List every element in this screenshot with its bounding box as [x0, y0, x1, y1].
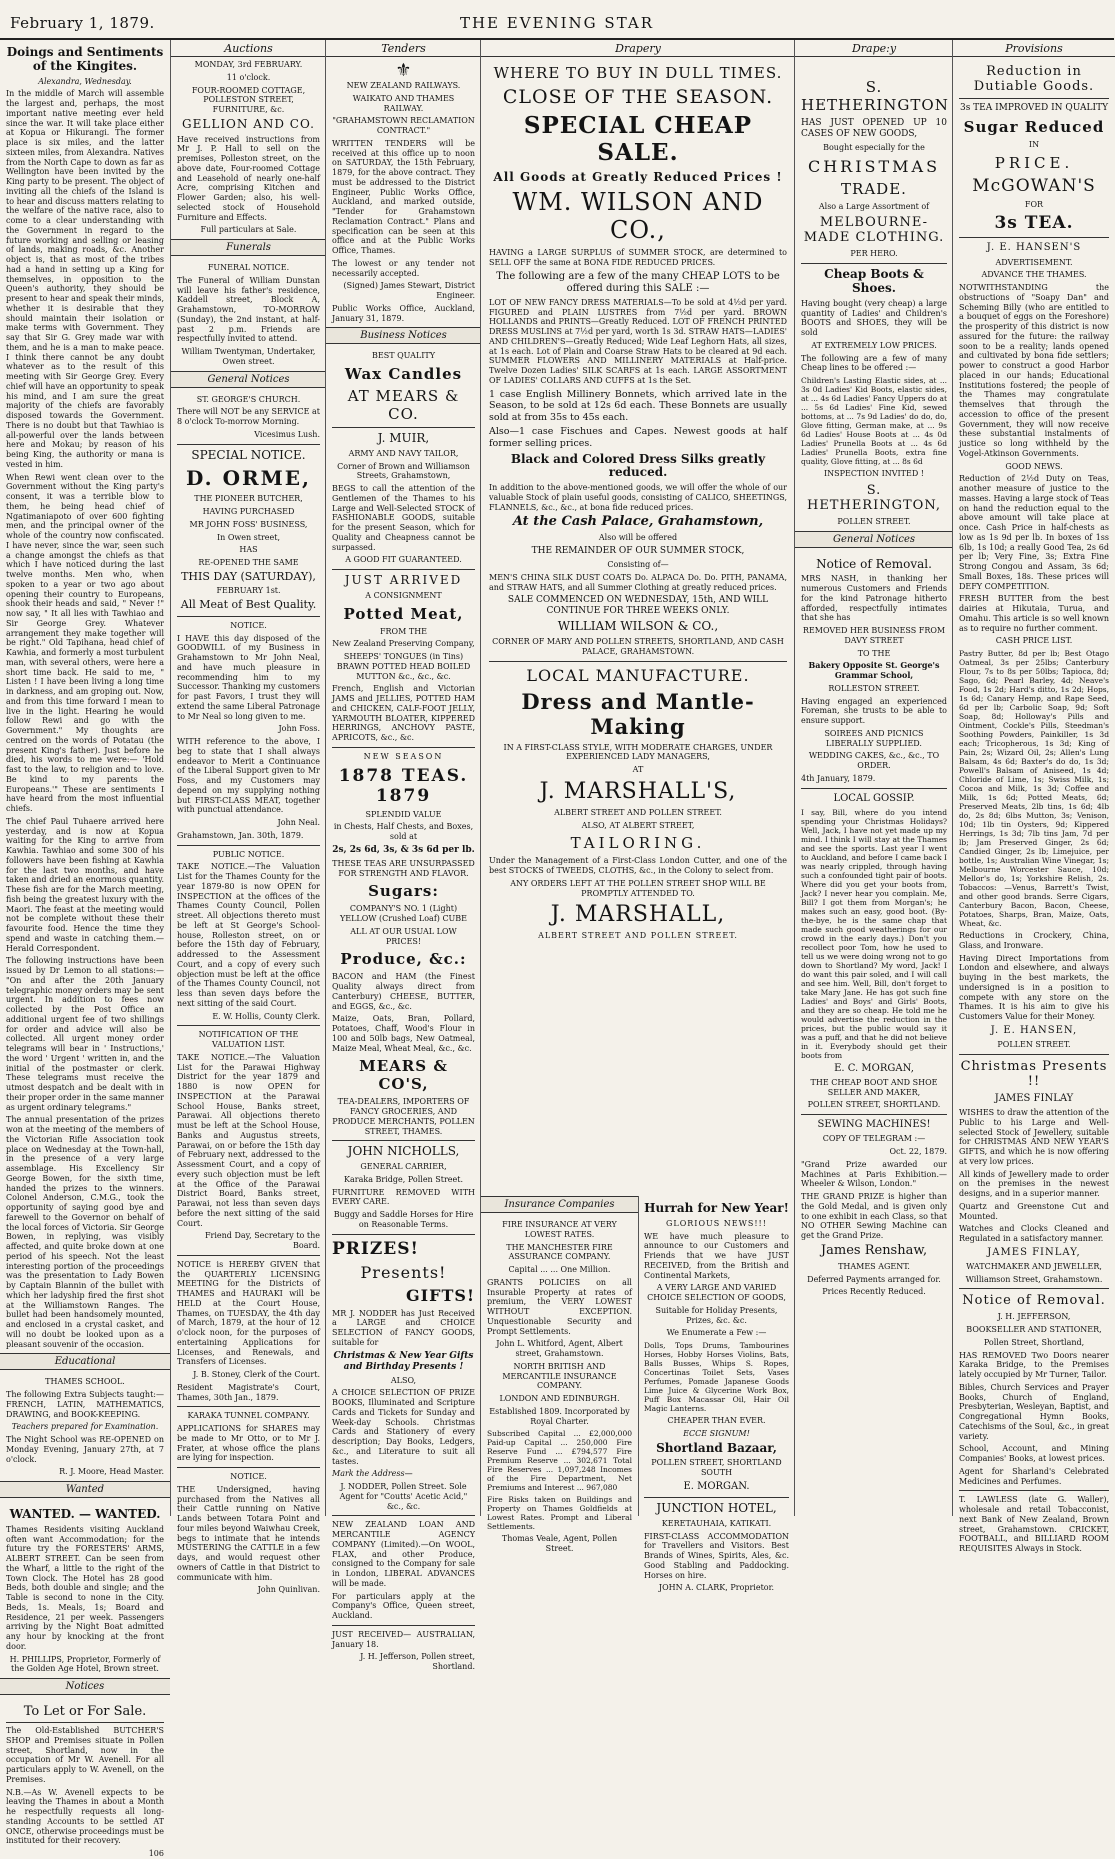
nash-rolleston: ROLLESTON STREET.: [828, 683, 920, 693]
produce-title: Produce, &c.:: [340, 950, 467, 969]
section-educational: Educational: [0, 1353, 170, 1370]
orme-having: HAVING PURCHASED: [202, 507, 295, 517]
nbm-title: NORTH BRITISH AND MERCANTILE INSURANCE COMPANY.: [502, 1361, 617, 1391]
finlay2-name: JAMES FINLAY,: [987, 1246, 1081, 1258]
nash-removal: Notice of Removal.: [816, 556, 932, 571]
for-word: FOR: [1024, 199, 1044, 209]
close-of-season: CLOSE OF THE SEASON.: [502, 86, 774, 108]
nash-to-the: TO THE: [857, 648, 891, 658]
school-body: The following Extra Subjects taught:— FRENCH, LATIN, MATHEMATICS, DRAWING, and BOOK-KEEPING.: [6, 1390, 164, 1419]
hurrah-body: WE have much pleasure to announce to our Customers and Friends that we have JUST RECEIVED, from the British and Continental Markets,: [644, 1231, 789, 1280]
fire-insurance: FIRE INSURANCE AT VERY LOWEST RATES.: [502, 1220, 617, 1239]
wilson-body: HAVING a LARGE SURPLUS of SUMMER STOCK, are determined to SELL OFF the same at BONA FIDE REDUCED PRICES.: [489, 248, 787, 267]
in-word: IN: [1028, 139, 1040, 149]
teas-chests: in Chests, Half Chests, and Boxes, sold at: [333, 822, 474, 842]
tender-sign: (Signed) James Stewart, District Engineer.: [343, 281, 475, 300]
teas-title: 1878 TEAS. 1879: [338, 765, 469, 806]
candles-at: AT MEARS & CO.: [347, 387, 460, 423]
morgan-addr: POLLEN STREET, SHORTLAND.: [807, 1100, 941, 1110]
section-provisions: Provisions: [953, 40, 1115, 57]
notice-foss-title: NOTICE.: [230, 620, 267, 630]
morgan-sub: THE CHEAP BOOT AND SHOE SELLER AND MAKER,: [810, 1077, 938, 1097]
section-business: Business Notices: [326, 327, 481, 344]
imports: Having Direct Importations from London and elsewhere, and always buying in the best markets, the undersigned is in a position to compete with any store on the Thames. It is his aim to give his Customers Value for their Money.: [959, 953, 1109, 1022]
notice-neal-sign: John Neal.: [277, 818, 320, 828]
wanted-heading: WANTED. — WANTED.: [9, 1507, 161, 1522]
section-drapery-2: Drape:y: [795, 40, 953, 57]
nash-date: 4th January, 1879.: [801, 773, 876, 783]
local-manufacture: LOCAL MANUFACTURE.: [526, 665, 750, 685]
clark-sign: JOHN A. CLARK, Proprietor.: [658, 1583, 775, 1593]
grants: GRANTS POLICIES on all Insurable Property at rates of premium, the VERY LOWEST WITHOUT EXCEPTION. Unquestionable Security and Prompt Settlements.: [487, 1277, 632, 1336]
orme-meat: All Meat of Best Quality.: [180, 598, 317, 612]
notice-foss-sign: John Foss.: [278, 724, 320, 734]
licensing-sign: J. B. Stoney, Clerk of the Court.: [193, 1370, 320, 1380]
watches: Watches and Clocks Cleaned and Regulated in a satisfactory manner.: [959, 1224, 1109, 1244]
church-body: There will NOT be any SERVICE at 8 o'clock To-morrow Morning.: [177, 407, 320, 427]
notice-neal-date: Grahamstown, Jan. 30th, 1879.: [177, 830, 304, 840]
tender-body: WRITTEN TENDERS will be received at this office up to noon on SATURDAY, the 15th February, 1879, for the above contract. They must be addressed to the District Engineer, Public Works Office, Auckland, and marked outside, "Tender for Grahamstown Reclamation Contract." Plans and specification can be seen at this office and at the Public Works Office, Thames.: [332, 138, 475, 255]
section-drapery: Drapery: [481, 40, 795, 57]
muir-fit: A GOOD FIT GUARANTEED.: [345, 555, 462, 565]
hansen-addr: POLLEN STREET.: [997, 1040, 1071, 1050]
issue-date: February 1, 1879.: [10, 14, 155, 32]
morgan-sign: E. MORGAN.: [683, 1480, 750, 1492]
jefferson-sub: BOOKSELLER AND STATIONER,: [966, 1325, 1102, 1335]
wilson-name: WM. WILSON AND CO.,: [512, 188, 764, 244]
reduction-dutiable: Reduction in Dutiable Goods.: [973, 64, 1095, 94]
produce-more: Maize, Oats, Bran, Pollard, Potatoes, Chaff, Wood's Flour in 100 and 50lb bags, New Oatmeal, Maize Meal, Wheat Meal, &c., &c.: [332, 1014, 475, 1053]
nodder-body: MR J. NODDER has Just Received a LARGE and CHOICE SELECTION of FANCY GOODS, suitable for: [332, 1308, 475, 1347]
cheaper: CHEAPER THAN EVER.: [667, 1416, 766, 1426]
hansen-title: J. E. HANSEN'S: [986, 242, 1082, 254]
cash-palace: At the Cash Palace, Grahamstown,: [512, 514, 764, 530]
jefferson-body: HAS REMOVED Two Doors nearer Karaka Bridge, to the Premises lately occupied by Mr Turner, Tailor.: [959, 1350, 1109, 1380]
nicholls-addr: Karaka Bridge, Pollen Street.: [344, 1174, 463, 1184]
price-list: Pastry Butter, 8d per lb; Best Otago Oatmeal, 3s per 25lbs; Canterbury Flour, 7s to 8s per 50lbs; Tapioca, 8d; Sago, 6d; Pearl Barley, 4d; Neave's Food, 1s 2d; Hard's ditto, 1s 2d; Hops, 1s 6d; Canary Hemp, and Rape Seed, 6d per lb; Carbolic Soap, 9d; Soft Soap, 8d; Holloway's Pills and Ointment, Cockle's Pills, Steedman's Soothing Powders, Painkiller, 1s 3d each; Tricopherous, 1s 3d; King of Pain, 2s; Wizard Oil, 2s; Allen's Lung Balsam, 4s 6d; Baxter's do do, 1s 3d; Powell's Balsam of Aniseed, 1s 4d; Chloride of Lime, 1s; Swiss Milk, 1s; Cocoa and Milk, 1s 3d; Coffee and Milk, 1s 6d; Potted Meats, 6d; Preserved Meats, 2lb tins, 1s 6d; 4lb do, 2s 8d; 6lbs Mutton, 3s; Venison, 10d; 1lb tin Oysters, 9d; Kippered Herrings, 1s 3d; 7lb tins Jam, 7d per lb; Jam Preserved Ginger, 2s 6d; Candied Ginger, 2s lb; Limejuice, per bottle, 1s; Australian Wine Vinegar, 1s; Melbourne Worcester Sauce, 10d; Mellor's do, 1s; Yorkshire Relish, 2s. Tobaccos: —Venus, Barrett's Twist, and other good brands. Serre Cigars, Canterbury Bacon, Bacon, Cheese, Potatoes, Sharps, Bran, Maize, Oats, Wheat, &c.: [959, 649, 1109, 929]
orme-reopened: RE-OPENED THE SAME: [198, 558, 299, 568]
orme-has: HAS: [239, 545, 258, 555]
bazaar-addr: POLLEN STREET, SHORTLAND SOUTH: [651, 1458, 782, 1478]
licensing-date: Resident Magistrate's Court, Thames, 30th Jan., 1879.: [177, 1382, 320, 1402]
orme-sub: THE PIONEER BUTCHER,: [194, 494, 303, 504]
glorious-news: GLORIOUS NEWS!!!: [666, 1218, 767, 1228]
section-general-notices: General Notices: [171, 371, 326, 388]
trade: TRADE.: [841, 179, 907, 198]
christmas-presents: Christmas Presents !!: [960, 1058, 1108, 1089]
finlay-name: JAMES FINLAY: [994, 1092, 1074, 1104]
column-6: [952, 40, 1115, 1554]
school-night: The Night School was RE-OPENED on Monday Evening, January 27th, at 7 o'clock.: [6, 1435, 164, 1464]
auction-heading: FOUR-ROOMED COTTAGE, POLLESTON STREET, FURNITURE, &c.: [191, 85, 306, 114]
column-1: [0, 40, 170, 1859]
hetherington-pollen: POLLEN STREET.: [837, 516, 911, 526]
nodder-address: Mark the Address—: [332, 1469, 413, 1479]
muir-sub: ARMY AND NAVY TAILOR,: [348, 448, 459, 458]
nash-removed: REMOVED HER BUSINESS FROM DAVY STREET: [802, 626, 946, 645]
public-notice-title: PUBLIC NOTICE.: [212, 849, 285, 859]
telegram: COPY OF TELEGRAM :—: [822, 1134, 926, 1144]
quartz: Quartz and Greenstone Cut and Mounted.: [959, 1201, 1109, 1221]
jewellery: All kinds of Jewellery made to order on the premises in the newest designs, and in a superior manner.: [959, 1169, 1109, 1199]
lawless: T. LAWLESS (late G. Waller), wholesale and retail Tobacconist, next Bank of New Zealand, Brown street, Grahamstown. CRICKET, FOOTBALL, and BILLIARD ROOM REQUISITES Always in Stock.: [959, 1495, 1109, 1554]
marshall-addr: ALBERT STREET AND POLLEN STREET.: [554, 807, 722, 817]
nodder-sign: J. NODDER, Pollen Street. Sole Agent for "Coutts' Acetic Acid," &c., &c.: [339, 1482, 468, 1511]
waikato-title: WAIKATO AND THAMES RAILWAY.: [352, 93, 455, 113]
column-5: [794, 40, 953, 1516]
notice-neal-body: WITH reference to the above, I beg to state that I shall always endeavor to Merit a Continuance of the Liberal Support given to Mr Foss, and my Customers may depend on my supplying nothing but FIRST-CLASS MEAT, together with punctual attendance.: [177, 737, 320, 815]
mcgowan-name: McGOWAN'S: [972, 175, 1096, 196]
funeral-body: The Funeral of William Dunstan will leave his father's residence, Kaddell street, Block A, Grahamstown, TO-MORROW (Sunday), the 2nd instant, at half-past 2 p.m. Friends are respectfully invited to attend.: [177, 275, 320, 344]
summer-list: MEN'S CHINA SILK DUST COATS Do. ALPACA Do. Do. PITH, PANAMA, and STRAW HATS, and all Summer Clothing at greatly reduced prices.: [489, 572, 787, 592]
sugars-list: COMPANY'S NO. 1 (Light) YELLOW (Crushed Loaf) CUBE: [339, 904, 468, 924]
article-para-4: The following instructions have been issued by Dr Lemon to all stations:— "On and after the 20th January telegraphic money orders may be sent urgent. In addition to fees now collected by the Post Office an additional urgent fee of two shillings for order and advice will also be collected. All urgent money order telegrams will bear in ' Instructions,' the word ' Urgent ' written in, and the initial of the postmaster or clerk. These telegrams must receive the utmost despatch and be dealt with in their proper order in the same manner as urgent ordinary telegrams.": [6, 956, 164, 1112]
nash-body: MRS NASH, in thanking her numerous Customers and Friends for the kind Patronage hitherto afforded, respectfully intimates that she has: [801, 574, 947, 623]
hurrah-block: [638, 1196, 795, 1593]
hetherington-name: S. HETHERINGTON: [801, 78, 949, 114]
christmas: CHRISTMAS: [807, 156, 941, 176]
toy-items: Dolls, Tops Drums, Tambourines Horses, Hobby Horses Violins, Bats, Balls Busses, Whips S. Ropes, Concertinas Toilet Sets, Vases Perfumes, Pomade Japanese Goods Lime Juice & Glycerine Work Box, Puff Box Macassar Oil, Hair Oil Magic Lanterns.: [644, 1341, 789, 1414]
insurance-block: [481, 1196, 639, 1553]
article-para-2: When Rewi went clean over to the Government without the King party's consent, it was a terrible blow to them, he being head chief of Ngatimaniapoto of over 600 fighting men, and the principal owner of the whole of the country now confiscated. I have never, since the war, seen such a change amongst the chiefs as that which I have noticed during the last twelve months. Men who, when spoken to a year or two ago about opening their country to Europeans, shook their heads and said, " Never !" now say, " It all lies with Tawhiao and Sir George Grey. Whatever arrangement they make together will be right." Old Tapihana, head chief of Kawhia, and formerly a most turbulent man, with several others, were here a short time back. He said to me, " Listen ! I have been living a long time in darkness, and am groping out. Now, and from this time forward I mean to live in the light. Hearing he would follow Rewi and go with the Government." My thoughts are centred on the words of Potatau (the present King's father). Just before he died, his words to me were:— 'Hold fast to the law, to religion and to love. Be kind to my parents the Europeans.'" These are sentiments I have heard from the most influential chiefs.: [6, 472, 164, 814]
hurrah-suitable: Suitable for Holiday Presents, Prizes, &c. &c.: [655, 1305, 778, 1325]
grand-prize: "Grand Prize awarded our Machines at Paris Exhibition.—Wheeler & Wilson, London.": [801, 1159, 947, 1189]
sewing-title: SEWING MACHINES!: [817, 1119, 931, 1131]
also-albert: ALSO, AT ALBERT STREET,: [581, 820, 695, 830]
sugar-reduced: Sugar Reduced: [963, 117, 1105, 136]
tender-place: Public Works Office, Auckland, January 31, 1879.: [332, 303, 475, 323]
tea-improved: 3s TEA IMPROVED IN QUALITY: [959, 103, 1109, 113]
orme-body: MR JOHN FOSS' BUSINESS,: [189, 519, 308, 529]
good-news-body: Reduction of 2½d Duty on Teas, another measure of justice to the masses. Having a large stock of Teas on hand the reduction equal to the above amount will take place at once. Cash Price in half-chests as low as 1s 9d per lb. In boxes of 1ss 6lb, 1s 10d; a really Good Tea, 2s 6d per lb; Very Fine, 3s; Extra Fine Strong Congou and Assam, 3s 6d; Small Boxes, 18s. These prices will DEFY COMPETITION.: [959, 474, 1109, 591]
marshall2-addr: ALBERT STREET AND POLLEN STREET.: [538, 931, 738, 941]
inspection-invited: INSPECTION INVITED !: [823, 469, 925, 479]
muir-addr: Corner of Brown and Williamson Streets, Grahamstown,: [337, 461, 470, 481]
whitford: John L. Whitford, Agent, Albert street, Grahamstown.: [496, 1339, 623, 1358]
notice-cattle-body: THE Undersigned, having purchased from the Natives all their Cattle running on Native Lands between Totara Point and four miles beyond Waiwhau Creek, begs to intimate that he intends MUSTERING the CATTLE in a few days, and would request other owners of Cattle in that District to communicate with him.: [177, 1484, 320, 1582]
nbm-sign: Thomas Veale, Agent, Pollen Street.: [501, 1534, 618, 1553]
finlay2-sub: WATCHMAKER AND JEWELLER,: [966, 1261, 1102, 1271]
gold-medal: THE GRAND PRIZE is higher than the Gold Medal, and is given only to one exhibit in each Class, so that NO OTHER Sewing Machine can get the Grand Prize.: [801, 1192, 947, 1241]
section-notices: Notices: [0, 1678, 170, 1695]
nbm-risks: Fire Risks taken on Buildings and Property on Thames Goldfields at Lowest Rates. Prompt and Liberal Settlements.: [487, 1495, 632, 1532]
dateline: Alexandra, Wednesday.: [38, 76, 132, 86]
nbm-figures: Subscribed Capital ... £2,000,000 Paid-up Capital ... 250,000 Fire Reserve Fund ... £794,577 Fire Premium Reserve ... 302,671 Total Fire Reserves ... 1,097,248 Incomes of the Fire Department, Net Premiums and Interest ... 967,080: [487, 1429, 632, 1493]
dress-sub: IN A FIRST-CLASS STYLE, WITH MODERATE CHARGES, UNDER EXPERIENCED LADY MANAGERS,: [503, 742, 773, 762]
potted-meat-title: Potted Meat,: [343, 604, 464, 623]
column-3: [325, 40, 481, 1672]
hurrah-title: Hurrah for New Year!: [644, 1201, 789, 1215]
valuation-title: NOTIFICATION OF THE VALUATION LIST.: [198, 1030, 299, 1050]
telegram-date: Oct. 22, 1879.: [889, 1147, 947, 1157]
tea-3s: 3s TEA.: [994, 213, 1074, 234]
produce-body: BACON and HAM (the Finest Quality always direct from Canterbury) CHEESE, BUTTER, and EGGS, &c., &c.: [332, 972, 475, 1011]
ecce-signum: ECCE SIGNUM!: [683, 1428, 750, 1438]
just-arrived: JUST ARRIVED: [344, 573, 463, 588]
funeral-title: FUNERAL NOTICE.: [207, 263, 290, 273]
special-notice: SPECIAL NOTICE.: [191, 447, 306, 462]
notice-foss-body: I HAVE this day disposed of the GOODWILL of my Business in Grahamstown to Mr John Neal, and have much pleasure in recommending him to my Successor. Thanking my customers for past Favors, I trust they will extend the same Liberal Patronage to Mr Neal so long given to me.: [177, 633, 320, 721]
tailoring-body: Under the Management of a First-Class London Cutter, and one of the best STOCKS of TWEEDS, CLOTHS, &c., in the Colony to select from.: [489, 856, 787, 875]
deferred: Deferred Payments arranged for.: [807, 1274, 941, 1284]
presents-title: Presents!: [360, 1262, 447, 1282]
remainder: THE REMAINDER OF OUR SUMMER STOCK,: [531, 546, 745, 557]
licensing-body: NOTICE is HEREBY GIVEN that the QUARTERLY LICENSING MEETING for the Districts of THAMES and HAURAKI will be HELD at the Court House, Thames, on TUESDAY, the 4th day of March, 1879, at the hour of 12 o'clock noon, for the purposes of entertaining Applications for Licenses, and Renewals, and Transfers of Licenses.: [177, 1259, 320, 1367]
column-4-drapery: [480, 40, 795, 1593]
nicholls-name: JOHN NICHOLLS,: [347, 1144, 460, 1159]
let-body: The Old-Established BUTCHER'S SHOP and Premises situate in Pollen street, Shortland, now in the occupation of Mr W. Avenell. For all particulars apply to W. Avenell, on the Premises.: [6, 1726, 164, 1784]
column-2: [170, 40, 326, 1595]
section-auctions: Auctions: [171, 40, 326, 57]
bibles: Bibles, Church Services and Prayer Books, Church of England, Presbyterian, Wesleyan, Baptist, and Congregational Hymn Books, Catechisms of the Soul, &c., in great variety.: [959, 1382, 1109, 1441]
nash-soirees: SOIREES AND PICNICS LIBERALLY SUPPLIED.: [824, 728, 924, 748]
sugars-title: Sugars:: [368, 882, 439, 901]
all-goods-reduced: All Goods at Greatly Reduced Prices !: [493, 170, 783, 184]
church-sign: Vicesimus Lush.: [254, 429, 320, 439]
section-funerals: Funerals: [171, 239, 326, 256]
splendid-value: SPLENDID VALUE: [365, 809, 442, 819]
nicholls-sub: GENERAL CARRIER,: [360, 1162, 447, 1172]
thames-agent: THAMES AGENT.: [838, 1261, 910, 1271]
nicholls-buggy: Buggy and Saddle Horses for Hire on Reasonable Terms.: [333, 1210, 474, 1229]
bonnets: 1 case English Millinery Bonnets, which arrived late in the Season, to be sold at 12s 6d each. These Bonnets are usually sold at from 35s to 45s each.: [489, 388, 787, 423]
low-prices: AT EXTREMELY LOW PRICES.: [811, 340, 937, 350]
let-heading: To Let or For Sale.: [6, 1705, 164, 1723]
notice-cattle-title: NOTICE.: [230, 1472, 267, 1482]
wilson2-addr: CORNER OF MARY AND POLLEN STREETS, SHORTLAND, AND CASH PALACE, GRAHAMSTOWN.: [492, 637, 784, 656]
cheap-boots: Cheap Boots & Shoes.: [824, 267, 924, 295]
article-para-3: The chief Paul Tuhaere arrived here yesterday, and is now at Kopua waiting for the King to arrive from Kawhia. Tawhiao and some 300 of his followers have been fishing at Kawhia for the last two months, and have taken and dried an enormous quantity. These fish are for the March meeting, fish being the greatest luxury with the Maori. The feast at the meeting would not be complete without these their favourite food. Hence the time they spend and waste in catching them.—Herald Correspondent.: [6, 816, 164, 953]
public-notice-sign: E. W. Hollis, County Clerk.: [212, 1011, 320, 1021]
also-large: Also a Large Assortment of: [818, 201, 930, 211]
hansen-advert: ADVERTISEMENT.: [995, 257, 1073, 267]
sale-commenced: SALE COMMENCED ON WEDNESDAY, 15th, AND WILL CONTINUE FOR THREE WEEKS ONLY.: [507, 595, 769, 617]
school-books: School, Account, and Mining Companies' Books, at lowest prices.: [959, 1444, 1109, 1464]
good-news: GOOD NEWS.: [1005, 461, 1063, 471]
nash-bakery: Bakery Opposite St. George's Grammar School,: [808, 660, 940, 681]
nz-loan: NEW ZEALAND LOAN AND MERCANTILE AGENCY COMPANY (Limited).—On WOOL, FLAX, and other Produce, consigned to the Company for sale in London, LIBERAL ADVANCES will be made.: [332, 1520, 475, 1588]
black-silks: Black and Colored Dress Silks greatly reduced.: [510, 451, 766, 480]
consisting: Consisting of—: [607, 560, 669, 570]
article-para-5: The annual presentation of the prizes won at the meeting of the members of the Victorian Rifle Association took place on Wednesday at the Town-hall, in the presence of a very large assemblage. His Excellency Sir George Bowen, for the sixth time, handed the prizes to the winners. Colonel Anderson, C.M.G., took the opportunity of saying good bye and farewell to the Governor on behalf of the local forces of Victoria. Sir George Bowen, in replying, was visibly affected, and quite broke down at one period of his speech. Not the least interesting portion of the proceedings was the presentation to Lady Bowen by Captain Blannin of the bullet with which her ladyship fired the first shot at the Williamstown Ranges. The bullet had been handsomely mounted, and enclosed in a crystal casket, and will no doubt be looked upon as a pleasant souvenir of the occasion.: [6, 1115, 164, 1349]
melbourne-clothing: MELBOURNE-MADE CLOTHING.: [803, 215, 945, 246]
has-opened: HAS JUST OPENED UP 10 CASES OF NEW GOODS,: [801, 118, 947, 139]
paper-title: THE EVENING STAR: [459, 14, 655, 32]
manchester: THE MANCHESTER FIRE ASSURANCE COMPANY.: [506, 1242, 613, 1262]
prices-reduced: Prices Recently Reduced.: [822, 1287, 926, 1297]
orme-this-day: THIS DAY (SATURDAY),: [181, 569, 316, 583]
where-to-buy: WHERE TO BUY IN DULL TIMES.: [493, 64, 783, 82]
muir-name: J. MUIR,: [377, 431, 430, 445]
orme-in: In Owen street,: [216, 532, 281, 542]
prizes-title: PRIZES!: [332, 1238, 419, 1259]
fischues: Also—1 case Fischues and Capes. Newest goods at half former selling prices.: [489, 426, 787, 449]
railway-crest-icon: ⚜: [395, 60, 412, 81]
candles-title: Wax Candles: [344, 365, 463, 383]
finlay-body: WISHES to draw the attention of the Public to his Large and Well-selected Stock of Jewellery, suitable for CHRISTMAS AND NEW YEAR'S GIFTS, and which he is now offering at very low prices.: [959, 1108, 1109, 1166]
orders-notice: ANY ORDERS LEFT AT THE POLLEN STREET SHOP WILL BE PROMPTLY ATTENDED TO.: [510, 878, 766, 898]
new-season: NEW SEASON: [363, 751, 444, 761]
following-lines: The following are a few of many Cheap lines to be offered :—: [801, 353, 947, 373]
section-general-notices-2: General Notices: [795, 531, 953, 548]
church-title: ST. GEORGE'S CHURCH.: [196, 394, 301, 404]
hansen-sign: J. E. HANSEN,: [990, 1024, 1078, 1036]
boots-body: Having bought (very cheap) a large quantity of Ladies' and Children's BOOTS and SHOES, they will be sold: [801, 298, 947, 338]
low-prices: ALL AT OUR USUAL LOW PRICES!: [350, 926, 457, 946]
funeral-sign: William Twentyman, Undertaker, Owen street.: [181, 347, 316, 366]
auction-date: MONDAY, 3rd FEBRUARY.: [194, 60, 303, 69]
notice-cattle-sign: John Quinlivan.: [257, 1585, 320, 1595]
nodder-xmas: Christmas & New Year Gifts and Birthday Presents !: [333, 1350, 474, 1372]
boot-lines: Children's Lasting Elastic sides, at ... 3s 0d Ladies' Kid Boots, elastic sides, at ... 4s 6d Ladies' Fancy Uppers do at ... 5s 6d Ladies' Fine Kid, sewed bottoms, at ... 7s 9d Ladies' do do, do, Glove fitting, German make, at ... 9s 6d Ladies' House Boots at ... 4s 0d Ladies' Prunella Boots at ... 4s 6d Ladies' Prunella Boots, extra fine quality, Glove fitting, at ... 8s 6d: [801, 376, 947, 467]
special-cheap-sale: SPECIAL CHEAP SALE.: [523, 112, 753, 166]
gossip-title: LOCAL GOSSIP.: [833, 792, 915, 804]
enumerate: We Enumerate a Few :—: [666, 1328, 767, 1338]
potted-from: FROM THE: [379, 626, 428, 636]
price-word: PRICE.: [994, 153, 1074, 172]
nash-foreman: Having engaged an experienced Foreman, she trusts to be able to ensure support.: [801, 696, 947, 726]
wanted-body: Thames Residents visiting Auckland often want Accommodation; for the future try the FORESTERS' ARMS, ALBERT STREET. Can be seen from the Wharf, a little to the right of the Town Clock. The Hotel has 28 good Beds, both double and single; and the Table is second to none in the City. Beds, 1s. Meals, 1s; Board and Residence, 21 per week. Passengers arriving by the Night Boat admitted any hour by knocking at the front door.: [6, 1524, 164, 1651]
public-notice-body: TAKE NOTICE.—The Valuation List for the Thames County for the year 1879-80 is now OPEN for INSPECTION at the offices of the Thames County Council, Pollen street. All objections thereto must be left at St George's School-house, Rolleston street, on or before the 15th day of February, addressed to the Assessment Court, and a copy of every such objection must be left at the office of the Thames County Council, not less than seven days before the next sitting of the said Court.: [177, 862, 320, 1008]
gellion-body: Have received instructions from Mr J. P. Hall to sell on the premises, Polleston street, on the above date, Four-roomed Cottage and Leasehold of nearly one-half Acre, comprising Kitchen and Flower Garden; also, his well-selected stock of Household Furniture and Effects.: [177, 134, 320, 222]
just-received: JUST RECEIVED— AUSTRALIAN, January 18.: [332, 1629, 475, 1649]
jefferson-removal: Notice of Removal.: [962, 1293, 1106, 1309]
nodder-more: A CHOICE SELECTION OF PRIZE BOOKS, Illuminated and Scripture Cards and Tickets for Sunday and Week-day Schools. Christmas Cards and Stationery of every description; Day Books, Ledgers, &c., and Literature to suit all tastes.: [332, 1388, 475, 1466]
potted-company: New Zealand Preserving Company,: [332, 639, 475, 649]
finlay2-addr: Williamson Street, Grahamstown.: [965, 1274, 1103, 1284]
also-offered: Also will be offered: [598, 533, 678, 543]
mears-name: MEARS & CO'S,: [359, 1057, 448, 1094]
dress-at: AT: [632, 765, 644, 774]
consignment: A CONSIGNMENT: [365, 590, 442, 600]
hurrah-large: A VERY LARGE AND VARIED CHOICE SELECTION OF GOODS,: [647, 1283, 786, 1303]
junction-addr: KERETAUHAIA, KATIKATI.: [661, 1518, 772, 1528]
teas-note: THESE TEAS ARE UNSURPASSED FOR STRENGTH AND FLAVOR.: [332, 858, 475, 878]
nzr-title: NEW ZEALAND RAILWAYS.: [346, 81, 461, 90]
sharland-agent: Agent for Sharland's Celebrated Medicines and Perfumes.: [959, 1466, 1109, 1486]
let-number: 106: [148, 1849, 164, 1859]
candles-quality: BEST QUALITY: [372, 351, 435, 361]
section-insurance: Insurance Companies: [481, 1196, 638, 1213]
capital: Capital ... ... One Million.: [508, 1265, 611, 1274]
karaka-body: APPLICATIONS for SHARES may be made to Mr Otto, or to Mr J. Frater, at whose office the plans are lying for inspection.: [177, 1424, 320, 1463]
renshaw-name: James Renshaw,: [820, 1242, 928, 1258]
contract-title: "GRAHAMSTOWN RECLAMATION CONTRACT.": [332, 116, 475, 135]
crockery: Reductions in Crockery, China, Glass, and Ironware.: [959, 931, 1109, 950]
school-title: THAMES SCHOOL.: [45, 1377, 125, 1387]
valuation-sign: Friend Day, Secretary to the Board.: [204, 1231, 320, 1251]
orme-name: D. ORME,: [186, 466, 311, 491]
advance-body: NOTWITHSTANDING the obstructions of "Soapy Dan" and Scheming Billy (who are entitled to a bouquet of eggs on the Foreshore) the prosperity of this district is now assured for the future: the railway soon to be a reality; lands opened and cultivated by bona fide settlers; power to construct a good Harbor placed in our hands; Educational Institutions fostered; the people of the Thames may congratulate themselves that through the accession to office of the present Government, they will now receive these substantial instalments of justice so long withheld by the Vogel-Atkinson Governments.: [959, 283, 1109, 458]
junction-name: JUNCTION HOTEL,: [656, 1501, 777, 1516]
wanted-sign: H. PHILLIPS, Proprietor, Formerly of the Golden Age Hotel, Brown street.: [9, 1654, 161, 1674]
lots-list: LOT OF NEW FANCY DRESS MATERIALS—To be sold at 4½d per yard. FIGURED and PLAIN LUSTRES from 7½d per yard. BROWN HOLLANDS and PRINTS—Greatly Reduced. LOT OF FRENCH PRINTED DRESS MUSLINS at 7½d per yard, worth 1s 3d. STRAW HATS—LADIES' AND CHILDREN'S—Greatly Reduced; Wide Leaf Leghorn Hats, all sizes, at 1s each. Lot of Plain and Coarse Straw Hats to be cleared at 9d each. SUMMER FLOWERS AND MILLINERY MATERIALS at Half-price. Twelve Dozen Ladies' SILK SCARFS at 1s each. LARGE ASSORTMENT OF LADIES' COLLARS AND CUFFS at 1s the Set.: [489, 297, 787, 385]
marshall-name: J. MARSHALL'S,: [539, 778, 737, 804]
morgan-name: E. C. MORGAN,: [834, 1062, 914, 1074]
hetherington2-name: S. HETHERINGTON,: [806, 482, 941, 513]
gossip-body: I say, Bill, where do you intend spending your Christmas Holidays? Well, Jack, I have not yet made up my mind. I think I will stay at the Thames and see the sports. Last year I went to Auckland, and before I came back I was nearly crippled, through having such a confounded tight pair of boots. Where did you get your boots from, Jack? I never hear you complain. Me, Bill? I got them from Morgan's; he makes such an easy, good boot. (By-the-bye, he is the same chap that made such good weatherings for our crowd in the early days.) Don't you recollect poor Tom, how he used to tell us we were doing wrong not to go down to Shortland? My word, Jack! I do want this pair soled, and I will call and see him. Well, Bill, don't forget to take Mary Jane. He has got such fine Ladies' and Boys' and Girls' Boots, and they are so cheap. He told me he would advertise the reduction in the prices, but the public would say it was a puff, and that he did not believe in it. Everybody should get their boots from: [801, 807, 947, 1060]
cash-price-list: CASH PRICE LIST.: [995, 636, 1073, 646]
school-teachers: Teachers prepared for Examination.: [11, 1422, 159, 1432]
valuation-body: TAKE NOTICE.—The Valuation List for the Parawai Highway District for the year 1879 and 1880 is now OPEN for INSPECTION at the Parawai School House, Banks street, Parawai. All objections thereto must be left at the School House, Banks and Augustus streets, Parawai, on or before the 15th day of February next, addressed to the Assessment Court, and a copy of every such objection must be left at the Office of the Parawai District Board, Banks street, Parawai, not less than seven days before the next sitting of the said Court.: [177, 1052, 320, 1228]
tender-lowest: The lowest or any tender not necessarily accepted.: [332, 258, 475, 278]
bazaar-name: Shortland Bazaar,: [656, 1440, 777, 1455]
section-tenders: Tenders: [326, 40, 481, 57]
advance-thames: ADVANCE THE THAMES.: [981, 270, 1087, 280]
school-sign: R. J. Moore, Head Master.: [59, 1467, 164, 1477]
jefferson-sign: J. H. Jefferson, Pollen street, Shortland.: [360, 1652, 475, 1672]
dress-mantle: Dress and Mantle-Making: [521, 688, 755, 739]
potted-more: French, English and Victorian JAMS and JELLIES, POTTED HAM and CHICKEN, CALF-FOOT JELLY, YARMOUTH BLOATER, KIPPERED HERRINGS, ANCHOVY PASTE, APRICOTS, &c., &c.: [332, 684, 475, 743]
nicholls-body: FURNITURE REMOVED WITH EVERY CARE.: [332, 1187, 475, 1207]
bought-for: Bought especially for the: [823, 142, 925, 152]
nodder-also: ALSO,: [390, 1375, 417, 1385]
nbm-sub: LONDON AND EDINBURGH.: [499, 1394, 620, 1403]
per-hero: PER HERO.: [850, 249, 898, 259]
karaka-title: KARAKA TUNNEL COMPANY.: [187, 1411, 310, 1421]
mears-sub: TEA-DEALERS, IMPORTERS OF FANCY GROCERIES, AND PRODUCE MERCHANTS, POLLEN STREET, THAMES.: [332, 1097, 475, 1136]
section-wanted: Wanted: [0, 1481, 170, 1498]
orme-feb: FEBRUARY 1st.: [216, 586, 281, 596]
jefferson-addr: Pollen Street, Shortland,: [983, 1337, 1085, 1347]
nbm-est: Established 1809. Incorporated by Royal Charter.: [489, 1406, 630, 1426]
article-title: Doings and Sentiments of the Kingites.: [6, 45, 164, 73]
auction-time: 11 o'clock.: [226, 72, 271, 82]
article-para-1: In the middle of March will assemble the largest and, perhaps, the most important native meeting ever held since the war. It will take place either at Kopua or Hikurangi. The former place is six miles, and the latter sixteen miles, from Alexandra. Natives from the North Cape to down as far as Wellington have been invited by the King party to be present. The object of inviting all the chiefs of the Island is to hear and discuss matters relating to the welfare of the native race, also to come to a clear understanding with the Government in regard to the future working and selling or leasing of lands, making roads, &c. Another object is, that as most of the tribes had a hand in setting up a King for themselves, in opposition to the Queen's authority, they should be present to hear and speak their minds, whether it is desirable that they should maintain their isolation or make terms with Government. They say that Sir G. Grey made war with them, and he is a man to make peace. I think there cannot be any doubt whatever as to the result of this meeting with Sir George Grey. Every chief will have an opportunity to speak his mind, and I am sure the great majority of the chiefs are favorably disposed towards the Government. There is no doubt but that Tawhiao is all-powerful over the lands between here and Mokau; by reason of his being King, the authority or mana is vested in him.: [6, 89, 164, 469]
marshall2-name: J. MARSHALL,: [550, 902, 726, 928]
let-nb: N.B.—As W. Avenell expects to be leaving the Thames in about a Month he respectfully requests all long-standing Accounts to be settled AT ONCE, otherwise proceedings must be instituted for their recovery.: [6, 1787, 164, 1846]
wilson2-name: WILLIAM WILSON & CO.,: [557, 619, 719, 634]
jefferson-name: J. H. JEFFERSON,: [997, 1312, 1071, 1322]
teas-prices: 2s, 2s 6d, 3s, & 3s 6d per lb.: [332, 844, 475, 855]
gifts-title: GIFTS!: [406, 1285, 475, 1305]
nz-loan-more: For particulars apply at the Company's Office, Queen street, Auckland.: [332, 1591, 475, 1621]
following-lots: The following are a few of the many CHEAP LOTS to be offered during this SALE :—: [496, 270, 780, 294]
junction-body: FIRST-CLASS ACCOMMODATION for Travellers and Visitors. Best Brands of Wines, Spirits, Ales, &c. Good Stabling and Paddocking. Horses on hire.: [644, 1531, 789, 1580]
tailoring: TAILORING.: [570, 834, 706, 853]
potted-items: SHEEPS' TONGUES (in Tins) BRAWN POTTED HEAD BOILED MUTTON &c., &c., &c.: [336, 652, 471, 681]
nash-wedding: WEDDING CAKES, &c., &c., TO ORDER.: [808, 751, 940, 771]
muir-body: BEGS to call the attention of the Gentlemen of the Thames to his Large and Well-Selected STOCK of FASHIONABLE GOODS, suitable for the present Season, which for Quality and Cheapness cannot be surpassed.: [332, 484, 475, 552]
addition: In addition to the above-mentioned goods, we will offer the whole of our valuable Stock of plain useful goods, consisting of CALICO, SHEETINGS, FLANNELS, &c., &c., at bona fide reduced prices.: [489, 483, 787, 512]
fresh-butter: FRESH BUTTER from the best dairies at Hikutaia, Turua, and Omahu. This article is so well known as to require no further comment.: [959, 594, 1109, 633]
gellion-name: GELLION AND CO.: [182, 116, 315, 131]
gellion-full: Full particulars at Sale.: [200, 225, 297, 235]
